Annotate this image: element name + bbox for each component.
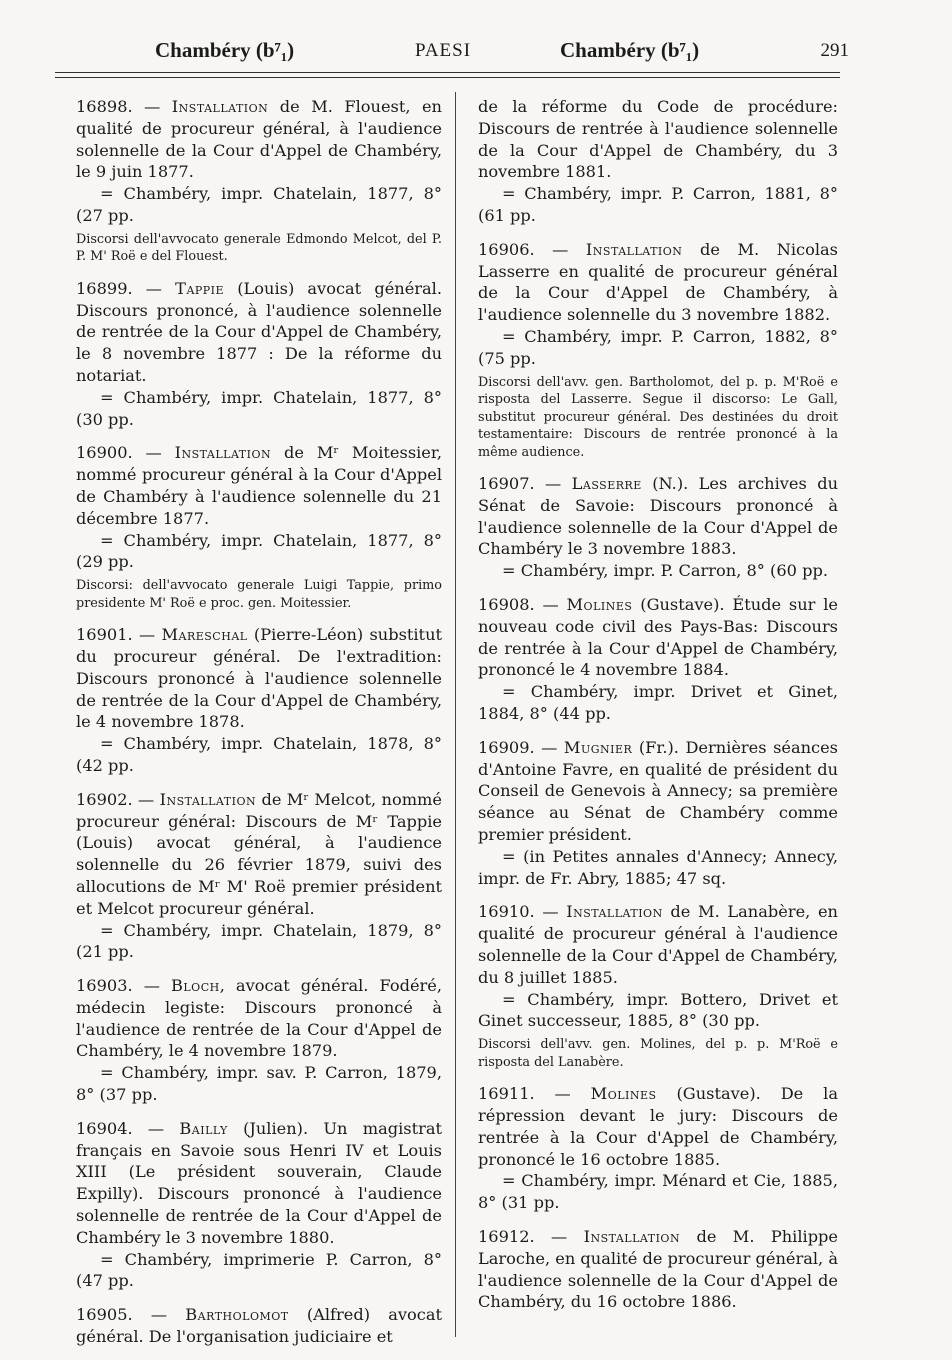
entry-imprint: = (in Petites annales d'Annecy; Annecy, impr. de Fr. Abry, 1885; 47 sq. bbox=[478, 846, 838, 888]
entry-author: Bloch bbox=[170, 976, 220, 996]
left-column bbox=[76, 96, 442, 1360]
entry-number: 16901. — bbox=[76, 625, 162, 645]
entry-text bbox=[478, 473, 838, 560]
entry-imprint: = Chambéry, impr. Chatelain, 1877, 8° (29 pp. bbox=[76, 530, 442, 572]
entry-text bbox=[76, 975, 442, 1062]
entry-imprint: = Chambéry, impr. Chatelain, 1878, 8° (42 pp. bbox=[76, 734, 442, 775]
entry-description: , avocat général. Fodéré, médecin legiste: Discours prononcé à l'audience de rentrée de la Cour d'Appel de Chambéry, le 4 novembre 1879. bbox=[76, 976, 442, 1061]
entry-text bbox=[76, 442, 442, 529]
entry-imprint: = Chambéry, impr. Chatelain, 1879, 8° (21 pp. bbox=[76, 920, 442, 962]
entry-author: Molines bbox=[566, 595, 633, 615]
entry-description: (Louis) avocat général. Discours prononcé, à l'audience solennelle de rentrée de la Cour d'Appel de Chambéry, le 8 novembre 1877 : De la réforme du notariat. bbox=[76, 278, 442, 385]
header-right-title: Chambéry (b⁷₁) bbox=[560, 38, 700, 62]
entry-author: Installation bbox=[585, 239, 683, 259]
entry-description: de M. Philippe Laroche, en qualité de procureur général, à l'audience solennelle de la Cour d'Appel de Chambéry, du 16 octobre 1886. bbox=[478, 1226, 838, 1312]
entry-imprint: = Chambéry, impr. Chatelain, 1877, 8° (27 pp. bbox=[76, 184, 442, 225]
header-rule bbox=[55, 72, 840, 73]
entry-text bbox=[478, 737, 838, 846]
bibliography-entry bbox=[76, 789, 442, 963]
entry-author: Installation bbox=[174, 443, 272, 463]
entry-imprint: = Chambéry, imprimerie P. Carron, 8° (47 pp. bbox=[76, 1249, 442, 1291]
bibliography-entry bbox=[478, 96, 838, 227]
entry-number: 16907. — bbox=[478, 474, 572, 494]
entry-number: 16903. — bbox=[76, 976, 171, 996]
entry-number: 16912. — bbox=[478, 1226, 584, 1246]
entry-description: (Julien). Un magistrat français en Savoie sous Henri IV et Louis XIII (Le président souverain, Claude Expilly). Discours prononcé à l'audience solennelle de rentrée de la Cour d'Appel de Chambéry le 3 novembre 1880. bbox=[76, 1118, 442, 1247]
entry-number: 16900. — bbox=[76, 443, 175, 463]
entry-description: (Gustave). Étude sur le nouveau code civil des Pays-Bas: Discours de rentrée à la Cour d'Appel de Chambéry, prononcé le 4 novembre 1884. bbox=[478, 595, 838, 680]
entry-imprint: = Chambéry, impr. Drivet et Ginet, 1884, 8° (44 pp. bbox=[478, 682, 838, 724]
entry-imprint: = Chambéry, impr. P. Carron, 1882, 8° (75 pp. bbox=[478, 326, 838, 368]
bibliography-entry bbox=[76, 624, 442, 777]
entry-description: (Pierre-Léon) substitut du procureur général. De l'extradition: Discours prononcé à l'audience solennelle de rentrée de la Cour d'Appel de Chambéry, le 4 novembre 1878. bbox=[76, 625, 442, 732]
entry-text bbox=[478, 901, 838, 988]
entry-text bbox=[76, 624, 442, 733]
entry-imprint: = Chambéry, impr. Chatelain, 1877, 8° (30 pp. bbox=[76, 387, 442, 429]
bibliography-entry bbox=[478, 1226, 838, 1313]
entry-author: Mugnier bbox=[563, 737, 633, 757]
entry-description: (Alfred) avocat général. De l'organisation judiciaire et bbox=[76, 1305, 442, 1347]
entry-number: 16902. — bbox=[76, 789, 160, 809]
entry-note: Discorsi dell'avv. gen. Molines, del p. p. M'Roë e risposta del Lanabère. bbox=[478, 1037, 838, 1070]
running-header bbox=[60, 38, 849, 68]
entry-text bbox=[478, 1083, 838, 1170]
entry-author: Tappie bbox=[175, 278, 225, 298]
entry-author: Molines bbox=[590, 1084, 657, 1104]
entry-description: (Fr.). Dernières séances d'Antoine Favre, en qualité de président du Conseil de Genevois à Annecy; sa première séance au Sénat de Chambéry comme premier président. bbox=[478, 737, 838, 845]
entry-description: (N.). Les archives du Sénat de Savoie: Discours prononcé à l'audience solennelle de la Cour d'Appel de Chambéry le 3 novembre 1883. bbox=[478, 474, 838, 559]
entry-description: de Mʳ Moitessier, nommé procureur général à la Cour d'Appel de Chambéry à l'audience solennelle du 21 décembre 1877. bbox=[76, 443, 442, 528]
bibliography-entry bbox=[478, 473, 838, 582]
entry-imprint: = Chambéry, impr. P. Carron, 1881, 8° (61 pp. bbox=[478, 184, 838, 225]
bibliography-entry bbox=[76, 1118, 442, 1292]
column-divider bbox=[455, 92, 456, 1337]
entry-text bbox=[76, 278, 442, 387]
entry-number: 16911. — bbox=[478, 1084, 591, 1104]
entry-description: de la réforme du Code de procédure: Discours de rentrée à l'audience solennelle de la Cour d'Appel de Chambéry, du 3 novembre 1881. bbox=[478, 97, 838, 182]
entry-imprint: = Chambéry, impr. P. Carron, 8° (60 pp. bbox=[502, 561, 828, 581]
bibliography-entry bbox=[76, 1304, 442, 1348]
entry-author: Bailly bbox=[179, 1118, 228, 1138]
entry-number: 16904. — bbox=[76, 1118, 180, 1138]
entry-text bbox=[76, 1304, 442, 1348]
entry-author: Installation bbox=[566, 902, 663, 922]
entry-author: Lasserre bbox=[571, 474, 642, 494]
entry-text bbox=[478, 239, 838, 326]
entry-description: (Gustave). De la répression devant le jury: Discours de rentrée à la Cour d'Appel de Chambéry, prononcé le 16 octobre 1885. bbox=[478, 1084, 838, 1169]
entry-text bbox=[478, 1226, 838, 1313]
right-column bbox=[478, 96, 838, 1325]
bibliography-entry bbox=[478, 901, 838, 1071]
entry-author: Installation bbox=[583, 1226, 681, 1246]
bibliography-entry bbox=[478, 737, 838, 890]
entry-imprint: = Chambéry, impr. sav. P. Carron, 1879, 8° (37 pp. bbox=[76, 1063, 442, 1105]
entry-number: 16898. — bbox=[76, 97, 172, 116]
entry-description: de M. Flouest, en qualité de procureur général, à l'audience solennelle de la Cour d'Appel de Chambéry, le 9 juin 1877. bbox=[76, 97, 442, 182]
entry-text bbox=[478, 594, 838, 681]
entry-number: 16899. — bbox=[76, 278, 176, 298]
entry-author: Installation bbox=[171, 97, 269, 116]
entry-note: Discorsi dell'avv. gen. Bartholomot, del p. p. M'Roë e risposta del Lasserre. Segue il discorso: Le Gall, substitut procureur général. Des destinées du droit testamentaire: Discours de rentrée prononcé à la même audience. bbox=[478, 374, 838, 460]
entry-text bbox=[478, 96, 838, 183]
entry-number: 16906. — bbox=[478, 239, 586, 259]
header-center-title: PAESI bbox=[415, 40, 472, 61]
entry-number: 16910. — bbox=[478, 902, 567, 922]
bibliography-entry bbox=[478, 239, 838, 461]
entry-text bbox=[76, 1118, 442, 1249]
entry-description: de M. Nicolas Lasserre en qualité de procureur général de la Cour d'Appel de Chambéry, à l'audience solennelle du 3 novembre 1882. bbox=[478, 239, 838, 325]
entry-note: Discorsi: dell'avvocato generale Luigi Tappie, primo presidente M' Roë e proc. gen. Moitessier. bbox=[76, 578, 442, 611]
entry-author: Mareschal bbox=[161, 625, 248, 645]
entry-text bbox=[76, 96, 442, 183]
bibliography-entry bbox=[76, 96, 442, 266]
entry-description: de M. Lanabère, en qualité de procureur général à l'audience solennelle de la Cour d'Appel de Chambéry, du 8 juillet 1885. bbox=[478, 902, 838, 987]
bibliography-entry bbox=[76, 442, 442, 612]
page-number: 291 bbox=[820, 40, 849, 61]
entry-author: Installation bbox=[159, 789, 257, 809]
header-rule-thin bbox=[55, 77, 840, 78]
entry-imprint: = Chambéry, impr. Bottero, Drivet et Ginet successeur, 1885, 8° (30 pp. bbox=[478, 989, 838, 1031]
bibliography-entry bbox=[76, 975, 442, 1106]
entry-note: Discorsi dell'avvocato generale Edmondo Melcot, del P. P. M' Roë e del Flouest. bbox=[76, 231, 442, 265]
entry-number: 16908. — bbox=[478, 595, 567, 615]
entry-number: 16905. — bbox=[76, 1305, 186, 1325]
bibliography-entry bbox=[76, 278, 442, 431]
entry-author: Bartholomot bbox=[185, 1305, 289, 1325]
entry-imprint: = Chambéry, impr. Ménard et Cie, 1885, 8° (31 pp. bbox=[478, 1171, 838, 1213]
entry-text bbox=[76, 789, 442, 920]
entry-number: 16909. — bbox=[478, 737, 564, 757]
entry-description: de Mʳ Melcot, nommé procureur général: Discours de Mʳ Tappie (Louis) avocat général, à l'audience solennelle du 26 février 1879, suivi des allocutions de Mʳ M' Roë premier président et Melcot procureur général. bbox=[76, 789, 442, 918]
header-left-title: Chambéry (b⁷₁) bbox=[155, 38, 295, 62]
bibliography-entry bbox=[478, 1083, 838, 1214]
bibliography-entry bbox=[478, 594, 838, 725]
